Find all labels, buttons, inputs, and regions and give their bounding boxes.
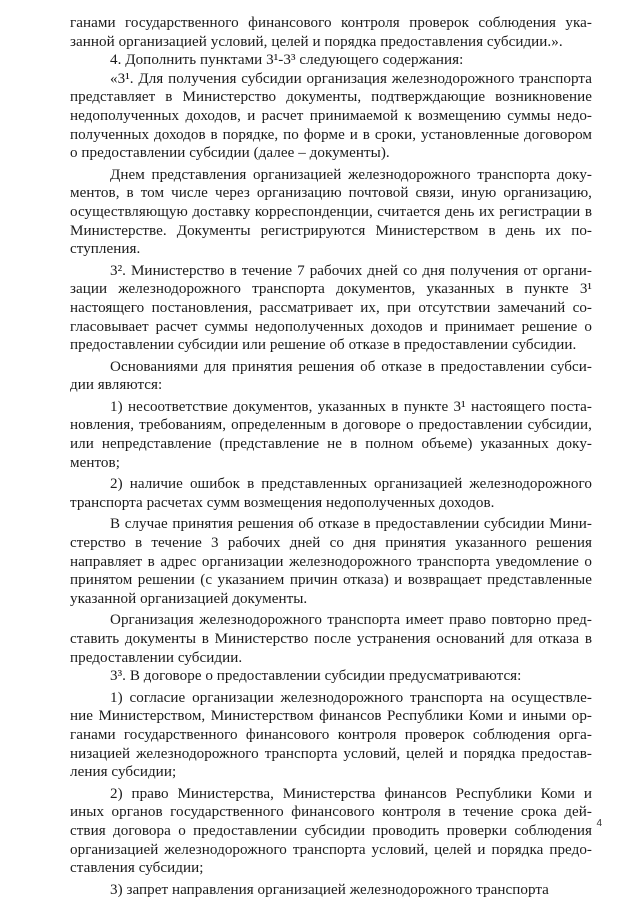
page-number: 4	[596, 818, 602, 829]
paragraph-3-2: 3². Министерство в течение 7 рабочих дней со дня получения от органи-зации железнодорожного транспорта документов, указанных в пункте 3¹ настоящего постановления, рассматривает их, при отсутствии замечаний со-гласовывает расчет суммы недополученных доходов и принимает решение о предоставлении субсидии или решение об отказе в предоставлении субсидии.	[70, 262, 592, 354]
paragraph-submission-date: Днем представления организацией железнодорожного транспорта доку-ментов, в том числе через организацию почтовой связи, иную организацию, осуществляющую доставку корреспонденции, считается день их регистрации в Министерстве. Документы регистрируются Министерством в день их по-ступления.	[70, 166, 592, 258]
paragraph-refusal-notice: В случае принятия решения об отказе в предоставлении субсидии Мини-стерство в течение 3 рабочих дней со дня принятия указанного решения направляет в адрес организации железнодорожного транспорта уведомление о принятом решении (с указанием причин отказа) и возвращает представленные указанной организацией документы.	[70, 516, 592, 607]
paragraph-provision-3: 3) запрет направления организацией железнодорожного транспорта	[110, 881, 549, 898]
paragraph-provision-2: 2) право Министерства, Министерства финансов Республики Коми и иных органов государственного финансового контроля в течение срока дей-ствия договора о предоставлении субсидии проводить проверки соблюдения организацией железнодорожного транспорта условий, целей и порядка предо-ставления субсидии;	[70, 785, 592, 877]
paragraph-3-3: 3³. В договоре о предоставлении субсидии предусматриваются:	[110, 668, 522, 685]
paragraph-3-1: «3¹. Для получения субсидии организация железнодорожного транспорта представляет в Министерство документы, подтверждающие возникновение недополученных доходов, и расчет принимаемой к возмещению суммы недо-полученных доходов в порядке, по форме и в сроки, установленные договором о предоставлении субсидии (далее – документы).	[70, 70, 592, 162]
paragraph-provision-1: 1) согласие организации железнодорожного транспорта на осуществле-ние Министерством, Министерством финансов Республики Коми и иными ор-ганами государственного финансового контроля проверок соблюдения орга-низацией железнодорожного транспорта условий, целей и порядка предостав-ления субсидии;	[70, 689, 592, 781]
paragraph-item-4: 4. Дополнить пунктами 3¹-3³ следующего содержания:	[110, 52, 464, 69]
paragraph-resubmission: Организация железнодорожного транспорта имеет право повторно пред-ставить документы в Министерство после устранения оснований для отказа в предоставлении субсидии.	[70, 612, 592, 666]
paragraph-continuation: ганами государственного финансового контроля проверок соблюдения ука-занной организацией условий, целей и порядка предоставления субсидии.».	[70, 15, 592, 50]
paragraph-refusal-grounds: Основаниями для принятия решения об отказе в предоставлении субси-дии являются:	[70, 358, 592, 394]
paragraph-ground-2: 2) наличие ошибок в представленных организацией железнодорожного транспорта расчетах сумм возмещения недополученных доходов.	[70, 476, 592, 511]
paragraph-ground-1: 1) несоответствие документов, указанных в пункте 3¹ настоящего поста-новления, требованиям, определенным в договоре о предоставлении субсидии, или непредставление (представление не в полном объеме) указанных доку-ментов;	[70, 398, 592, 471]
